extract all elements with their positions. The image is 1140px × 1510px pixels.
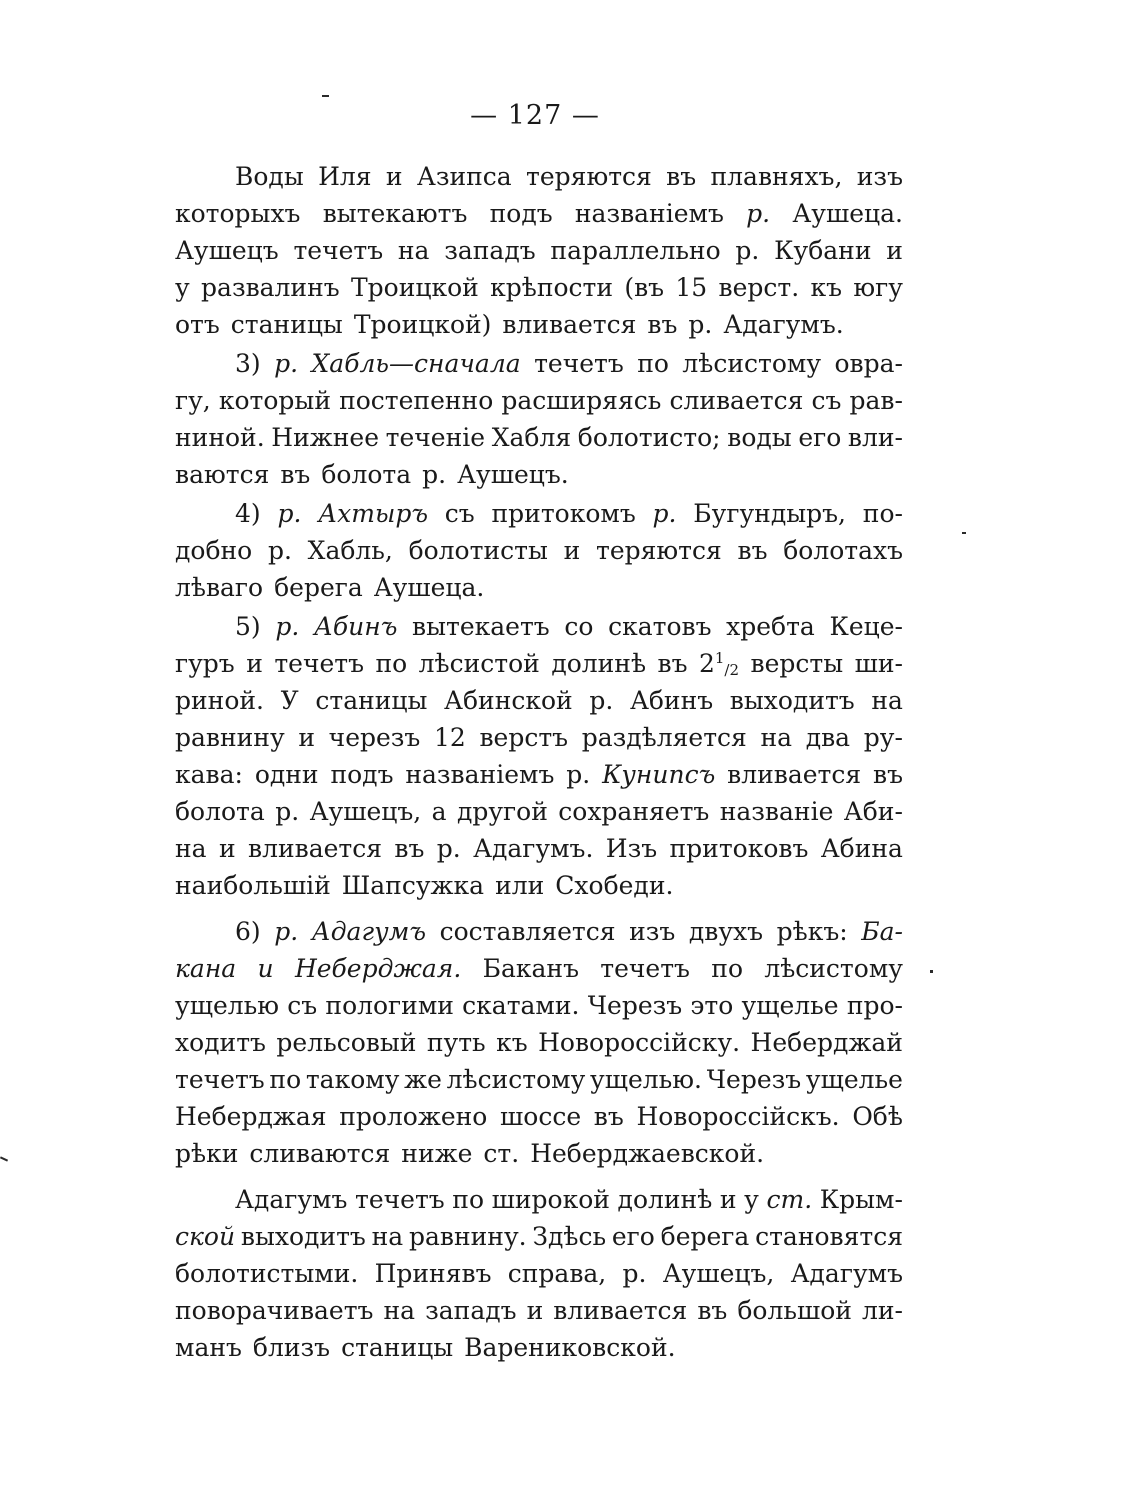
word: болотисты [408,536,548,565]
word: изъ [629,917,676,946]
word: по- [862,499,903,528]
word: Нижнее [271,423,380,452]
word: Адагумъ [790,1259,903,1288]
word: Ба- [861,917,903,946]
word: названіе [719,797,834,826]
text-line [175,532,903,569]
word: равнину [175,723,285,752]
word: на [397,236,430,265]
word: къ [810,273,843,302]
word: одни [254,760,319,789]
word: кава: [175,760,243,789]
word: по [711,954,743,983]
word: двухъ [688,917,764,946]
word: и [563,536,581,565]
word: и [719,1185,737,1214]
text-line [175,306,903,343]
word: верстъ [479,723,569,752]
word: въ [697,1296,728,1325]
word: течетъ [274,649,365,678]
word: плавняхъ, [710,162,843,191]
word: лѣсистому [446,1065,586,1094]
word: ст. [483,1139,520,1168]
text-line [175,569,903,606]
word: параллельно [550,236,721,265]
word: ской [175,1222,236,1251]
word: гуръ [175,649,235,678]
text-line [175,1135,903,1172]
word: съ [287,991,318,1020]
word: на [760,723,793,752]
word: Изъ [605,834,658,863]
word: 12 [434,723,466,752]
word: наибольшій [175,871,331,900]
word: по [269,1065,302,1094]
word: ли- [861,1296,903,1325]
word: по [375,649,408,678]
word: съ [444,499,475,528]
word: р. [735,236,760,265]
word: лѣсистому [682,349,822,378]
word: скатами. [462,991,580,1020]
word: такому [305,1065,400,1094]
word: по [637,349,669,378]
word: Крым- [819,1185,903,1214]
word: сохраняетъ [558,797,710,826]
word: Кунипсъ [602,760,716,789]
word: ниной. [175,423,265,452]
word: болота [175,797,265,826]
word: про- [846,991,903,1020]
text-line [175,382,903,419]
text-line [175,1329,903,1366]
word: Принявъ [374,1259,492,1288]
word: проложено [339,1102,488,1131]
paragraph-akhtyr [175,495,903,606]
word: вливается [502,310,637,339]
text-line [175,269,903,306]
word: по [452,1185,485,1214]
word: Обѣ [852,1102,903,1131]
word: Неберджаевской. [530,1139,765,1168]
word: лѣсистой [418,649,540,678]
word: р. [589,686,614,715]
word: расширяясь [501,386,662,415]
word: это [690,991,734,1020]
word: Схобеди. [555,871,674,900]
text-line [175,867,903,904]
word: въ [666,162,697,191]
word: сливается [669,386,804,415]
text-line [175,987,903,1024]
word: его [798,423,842,452]
word: р. [422,460,447,489]
word: станицы [341,1333,454,1362]
word: Хабль, [307,536,393,565]
word: р. [746,199,771,228]
word: рав- [849,386,903,415]
word: и [246,649,263,678]
word: берега [274,573,363,602]
word: р. [267,536,292,565]
word: берега [660,1222,750,1251]
word: Кеце- [829,612,903,641]
word: версты [750,649,844,678]
word: справа, [507,1259,607,1288]
word: (въ [624,273,665,302]
word: хребта [726,612,815,641]
word: въ [394,834,425,863]
word: Абинской [444,686,573,715]
word: болотистыми. [175,1259,359,1288]
word: рѣки [175,1139,239,1168]
word: путь [426,1028,486,1057]
text-line [175,913,903,950]
word: 4) [235,499,261,528]
word: Воды [235,162,304,191]
word: течетъ [175,1065,265,1094]
word: развалинъ [201,273,340,302]
word: станицы [315,686,428,715]
word: а [431,797,447,826]
word: Адагумъ. [473,834,594,863]
word: вливается [727,760,862,789]
word: западъ [444,236,536,265]
word: Троицкой [350,273,479,302]
word: Черезъ [706,1065,802,1094]
word: со [564,612,594,641]
word: или [495,871,545,900]
word: Абинъ [629,686,714,715]
word: гу, [175,386,211,415]
word: ваются [175,460,270,489]
word: верст. [718,273,800,302]
paragraph-abin [175,608,903,904]
word: названіемъ [405,760,555,789]
word: течетъ [355,1185,445,1214]
page-number: — 127 — [470,100,600,131]
word: Неберджая [175,1102,327,1131]
paragraph-adagum [175,913,903,1172]
word: же [404,1065,442,1094]
word: течетъ [293,236,384,265]
word: вливается [248,834,382,863]
word: Ахтыръ [318,499,428,528]
word: Аушецъ. [457,460,569,489]
text-line [175,456,903,493]
text-line [175,719,903,756]
word: у [744,1185,759,1214]
word: рѣкъ: [776,917,848,946]
word: и [298,723,316,752]
text-line [175,645,903,682]
word: вытекаютъ [322,199,468,228]
word: выходитъ [729,686,855,715]
word: скатовъ [608,612,712,641]
word: на [383,1296,416,1325]
word: притоковъ [669,834,809,863]
word: болотисто; [577,423,721,452]
text-line [175,1098,903,1135]
word: теряются [595,536,722,565]
word: болотахъ [783,536,903,565]
word: и [218,834,236,863]
word: подъ [330,760,394,789]
word: Адагумъ. [723,310,844,339]
text-body [175,158,903,1368]
word: лѣсистому [764,954,903,983]
text-line [175,419,903,456]
word: у [175,273,190,302]
word: ши- [854,649,903,678]
word: его [611,1222,655,1251]
word: пологими [325,991,454,1020]
word: и [257,954,274,983]
word: на [175,834,207,863]
word: $2^1_{/2}$ [698,649,740,679]
word: манъ [175,1333,242,1362]
word: равнину. [408,1222,527,1251]
word: долинѣ [617,1185,713,1214]
word: составляется [439,917,616,946]
word: ру- [863,723,903,752]
word: Варениковской. [464,1333,676,1362]
word: р. [688,310,713,339]
word: отъ [175,310,220,339]
text-line [175,608,903,645]
text-line [175,756,903,793]
word: становятся [755,1222,903,1251]
scan-speck-right-lower [930,970,933,973]
word: на [371,1222,404,1251]
word: течетъ [600,954,690,983]
word: въ [873,760,903,789]
word: теряются [526,162,652,191]
word: Адагумъ [311,917,426,946]
word: риной. [175,686,264,715]
word: ущелью. [590,1065,702,1094]
word: р. [652,499,677,528]
word: кана [175,954,237,983]
word: р. [277,499,302,528]
text-line [175,195,903,232]
word: вли- [847,423,903,452]
word: который [218,386,331,415]
word: къ [496,1028,528,1057]
text-line [175,345,903,382]
word: станицы [230,310,343,339]
word: шоссе [500,1102,582,1131]
word: Троицкой) [353,310,492,339]
word: Аушеца. [373,573,485,602]
text-line [175,793,903,830]
word: течетъ [534,349,624,378]
word: р. [275,612,300,641]
word: и [886,236,903,265]
text-line [175,1218,903,1255]
word: овра- [834,349,903,378]
paragraph-khabl [175,345,903,493]
word: воды [727,423,792,452]
paragraph-iliya-azips [175,158,903,343]
text-line [175,495,903,532]
word: съ [811,386,842,415]
paragraph-adagum-course [175,1181,903,1366]
word: 15 [675,273,708,302]
word: въ [657,649,688,678]
word: югу [853,273,903,302]
word: подъ [489,199,553,228]
word: р. [274,917,299,946]
word: ниже [401,1139,473,1168]
word: Аушецъ, [309,797,422,826]
word: другой [456,797,548,826]
word: Бугундыръ, [693,499,846,528]
word: 3) [235,349,261,378]
word: въ [593,1102,624,1131]
word: и [385,162,403,191]
text-line [175,830,903,867]
word: ущелью [175,991,280,1020]
word: въ [647,310,678,339]
word: поворачиваетъ [175,1296,374,1325]
word: болота [321,460,412,489]
word: р. [274,349,299,378]
word: крѣпости [490,273,614,302]
text-line [175,158,903,195]
word: р. [622,1259,647,1288]
scan-speck-top [322,95,329,97]
word: р. [436,834,461,863]
word: западъ [425,1296,517,1325]
word: Новороссійскъ. [636,1102,840,1131]
word: ущелье [741,991,839,1020]
word: ходитъ [175,1028,266,1057]
word: сливаются [249,1139,391,1168]
word: которыхъ [175,199,301,228]
word: Баканъ [482,954,579,983]
word: вытекаетъ [412,612,550,641]
word: Шапсужка [341,871,485,900]
word: изъ [856,162,903,191]
word: постепенно [339,386,494,415]
text-line [175,1292,903,1329]
word: Абина [820,834,903,863]
word: Кубани [774,236,872,265]
word: теченіе [385,423,486,452]
word: Неберджай [750,1028,903,1057]
word: Новороссійску. [538,1028,741,1057]
word: У [280,686,299,715]
text-line [175,1255,903,1292]
word: рельсовый [276,1028,417,1057]
word: лѣваго [175,573,264,602]
word: Аушецъ, [662,1259,775,1288]
word: большой [737,1296,852,1325]
word: черезъ [328,723,421,752]
word: Хабля [491,423,572,452]
word: Азипса [416,162,512,191]
word: долинѣ [551,649,647,678]
word: притокомъ [491,499,636,528]
word: р. [566,760,591,789]
word: Хабль—сначала [311,349,521,378]
word: добно [175,536,253,565]
word: Иля [318,162,372,191]
word: близъ [252,1333,331,1362]
word: Неберджая. [294,954,462,983]
word: на [871,686,903,715]
word: Здѣсь [532,1222,607,1251]
word: въ [737,536,768,565]
word: два [805,723,851,752]
word: Абинъ [313,612,398,641]
text-line [175,1061,903,1098]
scan-speck-right [962,532,966,534]
word: ущелье [805,1065,903,1094]
word: вливается [553,1296,688,1325]
word: Адагумъ [235,1185,348,1214]
word: и [526,1296,544,1325]
text-line [175,950,903,987]
scan-speck-left [0,1156,8,1161]
word: Аби- [843,797,903,826]
word: 6) [235,917,261,946]
word: 5) [235,612,261,641]
word: Черезъ [587,991,683,1020]
word: въ [280,460,311,489]
word: выходитъ [240,1222,366,1251]
word: р. [275,797,300,826]
word: Аушеца. [792,199,903,228]
word: широкой [491,1185,610,1214]
text-line [175,1181,903,1218]
word: Аушецъ [175,236,279,265]
word: ст. [766,1185,813,1214]
word: раздѣляется [581,723,747,752]
word: названіемъ [574,199,724,228]
text-line [175,682,903,719]
text-line [175,232,903,269]
text-line [175,1024,903,1061]
